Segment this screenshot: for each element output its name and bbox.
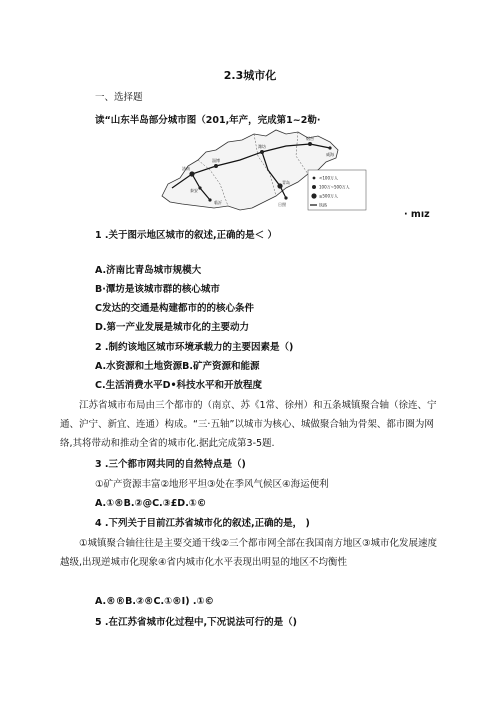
reading-passage: 江苏省城市布局由三个都市的（南京、苏《1常、徐州）和五条城镇聚合轴（徐连、宁通、沪宁、新宜、连通）构成。“三·五轴”以城市为核心、城做聚合轴为骨架、都市圈为网络,其将带动和推动全省的城市化.据此完成第3-5题.	[60, 400, 437, 449]
shandong-city-map	[158, 126, 370, 214]
city-label: 临沂	[214, 200, 222, 205]
page-title: 2.3城市化	[223, 69, 277, 82]
legend-medium-city-symbol	[312, 185, 316, 189]
question-2-options-cd: C.生活消费水平D•科技水平和开放程度	[95, 380, 263, 391]
city-marker	[328, 146, 331, 149]
city-label: 威海	[326, 152, 334, 157]
map-intro: 读“山东半岛部分城市图（201,年产，完成第1~2勒·	[95, 115, 321, 126]
question-1-option-c: C发达的交通是构建都市的的核心条件	[95, 303, 254, 314]
question-2-options-ab: A.水资源和土地资源B.矿产资源和能源	[95, 361, 260, 372]
city-marker	[284, 196, 287, 199]
legend-label: ≥500万人	[319, 193, 338, 199]
question-3-stem: 3 .三个都市网共同的自然特点是（)	[95, 459, 246, 470]
section-heading: 一、选择题	[95, 92, 143, 103]
city-marker	[260, 150, 264, 154]
city-label: 泰安	[190, 188, 198, 193]
city-marker	[198, 186, 201, 189]
question-3-items: ①矿产资源丰富②地形平坦③处在季风气候区④海运便利	[95, 479, 329, 490]
question-1-option-d: D.第一产业发展是城市化的主要动力	[95, 322, 249, 333]
city-label: 潍坊	[258, 144, 266, 149]
map-caption: · mız	[404, 209, 430, 220]
map-legend	[308, 170, 366, 210]
city-label: 济南	[182, 166, 190, 171]
city-marker	[308, 142, 312, 146]
city-label: 淄博	[212, 158, 220, 163]
question-2-stem: 2 .制约该地区城市环境承载力的主要因素是（)	[95, 342, 294, 353]
question-4-answers: A.®®B.②®C.①®I) .①©	[95, 596, 214, 607]
city-marker	[214, 164, 218, 168]
question-1-option-b: B·潭坊是该城市群的核心城市	[95, 284, 220, 295]
question-1-stem: 1 .关于图示地区城市的叙述,正确的是＜ ）	[95, 230, 277, 241]
question-3-answers: A.①®B.②@C.③£D.①©	[95, 498, 207, 509]
city-label: 青岛	[282, 180, 290, 185]
question-5-stem: 5 .在江苏省城市化过程中,下况说法可行的是（)	[95, 617, 297, 628]
question-1-option-a: A.济南比青岛城市规模大	[95, 265, 202, 276]
legend-label: 100万~500万人	[319, 184, 350, 190]
city-label: 烟台	[306, 136, 314, 141]
legend-small-city-symbol	[313, 177, 316, 180]
question-4-items: ①城镇聚合轴往往是主要交通干线②三个都市网全部在我国南方地区③城市化发展速度越级,出现逆城市化现象④省内城市化水平表现出明显的地区不均衡性	[60, 538, 438, 568]
legend-label: <100万人	[319, 175, 338, 181]
question-4-stem: 4 .下列关于目前江苏省城市化的叙述,正确的是， )	[95, 518, 310, 529]
city-label: 日照	[278, 202, 286, 207]
city-marker	[208, 198, 211, 201]
legend-large-city-symbol	[311, 193, 316, 198]
city-marker	[189, 171, 194, 176]
legend-label: 铁路	[319, 202, 327, 208]
